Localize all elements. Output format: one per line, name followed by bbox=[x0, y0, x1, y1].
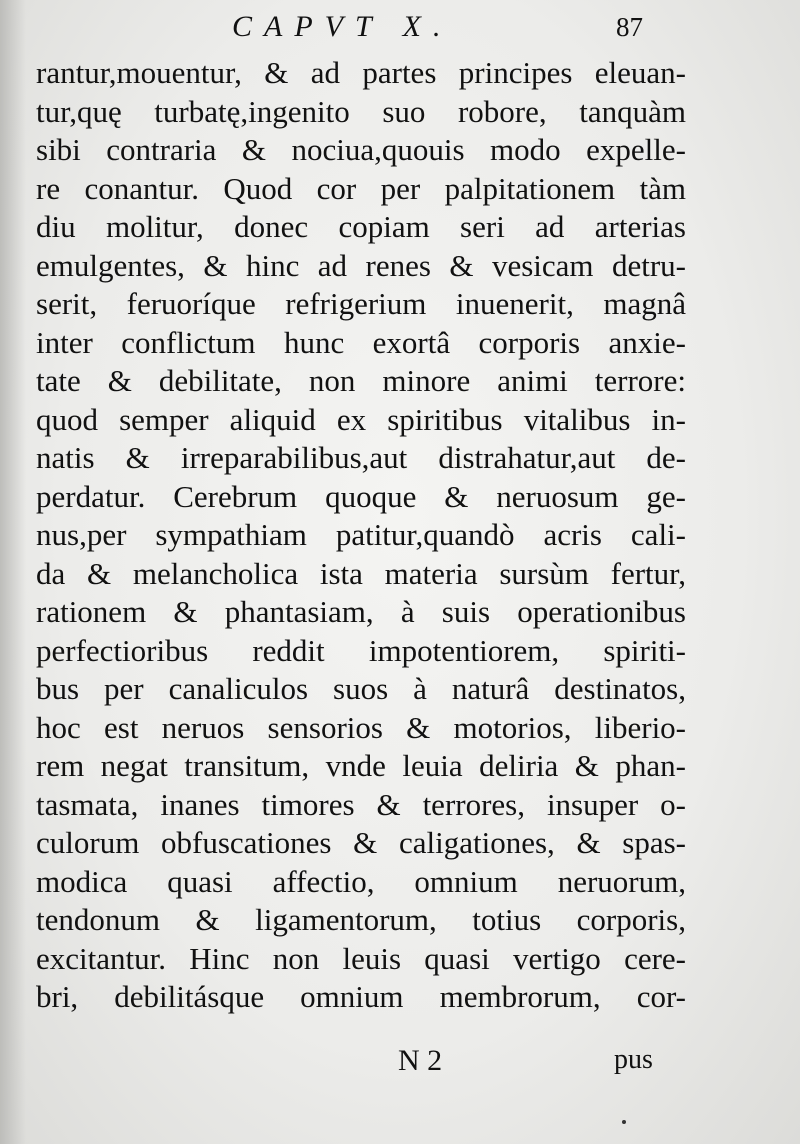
text-line: tate & debilitate, non minore animi terrore: bbox=[36, 363, 686, 398]
gutter-shadow bbox=[0, 0, 26, 1144]
signature-mark: N 2 bbox=[398, 1044, 443, 1077]
ink-speck bbox=[622, 1120, 626, 1124]
body-text bbox=[36, 54, 686, 1017]
text-line: quod semper aliquid ex spiritibus vitalibus in- bbox=[36, 401, 686, 437]
text-line: hoc est neruos sensorios & motorios, liberio- bbox=[36, 709, 686, 745]
text-line: culorum obfuscationes & caligationes, & spas- bbox=[36, 825, 686, 860]
text-line: modica quasi affectio, omnium neruorum, bbox=[36, 863, 686, 899]
text-line: excitantur. Hinc non leuis quasi vertigo cere- bbox=[36, 940, 686, 976]
text-line: natis & irreparabilibus,aut distrahatur,aut de- bbox=[36, 440, 686, 475]
text-line: tasmata, inanes timores & terrores, insuper o- bbox=[36, 786, 686, 822]
text-line: bri, debilitásque omnium membrorum, cor- bbox=[36, 979, 686, 1014]
text-line: rationem & phantasiam, à suis operationibus bbox=[36, 594, 686, 629]
text-line: nus,per sympathiam patitur,quandò acris cali- bbox=[36, 517, 686, 552]
page-number: 87 bbox=[616, 12, 643, 42]
page-header bbox=[0, 8, 800, 48]
text-line: perdatur. Cerebrum quoque & neruosum ge- bbox=[36, 478, 686, 514]
text-line: sibi contraria & nociua,quouis modo expelle- bbox=[36, 132, 686, 167]
text-line: serit, feruoríque refrigerium inuenerit, magnâ bbox=[36, 286, 686, 321]
text-line: rantur,mouentur, & ad partes principes eleuan- bbox=[36, 55, 686, 90]
running-title: CAPVT X. bbox=[232, 10, 453, 43]
text-line: bus per canaliculos suos à naturâ destinatos, bbox=[36, 671, 686, 706]
text-line: da & melancholica ista materia sursùm fertur, bbox=[36, 555, 686, 591]
catchword: pus bbox=[614, 1044, 653, 1075]
text-line: diu molitur, donec copiam seri ad arterias bbox=[36, 209, 686, 244]
text-line: emulgentes, & hinc ad renes & vesicam detru- bbox=[36, 247, 686, 283]
page-footer bbox=[0, 1044, 800, 1094]
text-line: rem negat transitum, vnde leuia deliria & phan- bbox=[36, 748, 686, 783]
text-line: inter conflictum hunc exortâ corporis anxie- bbox=[36, 324, 686, 360]
text-line: re conantur. Quod cor per palpitationem tàm bbox=[36, 170, 686, 206]
text-line: tur,quę turbatę,ingenito suo robore, tanquàm bbox=[36, 93, 686, 129]
text-line: perfectioribus reddit impotentiorem, spiriti- bbox=[36, 632, 686, 668]
text-line: tendonum & ligamentorum, totius corporis, bbox=[36, 902, 686, 937]
